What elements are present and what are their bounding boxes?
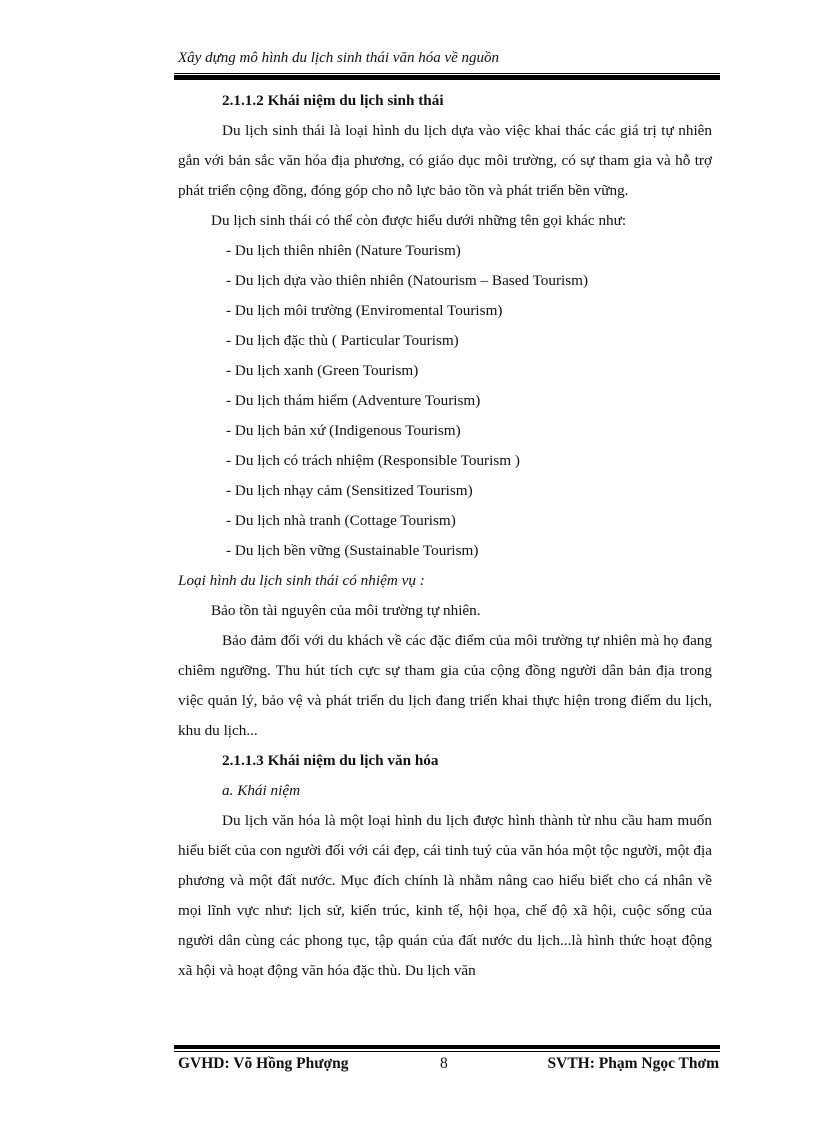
list-item: - Du lịch thiên nhiên (Nature Tourism) (226, 242, 461, 259)
paragraph-cultural-tourism-definition: Du lịch văn hóa là một loại hình du lịch được hình thành từ nhu cầu ham muốn hiểu biết của con người đối với cái đẹp, cái tinh tuý của văn hóa một tộc người, một địa phương và một đất nước. Mục đích chính là nhằm nâng cao hiểu biết cho cá nhân về mọi lĩnh vực như: lịch sử, kiến trúc, kinh tế, hội họa, chế độ xã hội, cuộc sống của người dân cùng các phong tục, tập quán của đất nước du lịch...là hình thức hoạt động xã hội và hoạt động văn hóa đặc thù. Du lịch văn (178, 812, 712, 979)
list-item: - Du lịch bản xứ (Indigenous Tourism) (226, 422, 461, 439)
paragraph-alternative-names-intro: Du lịch sinh thái có thể còn được hiểu dưới những tên gọi khác như: (211, 212, 627, 229)
list-item: - Du lịch dựa vào thiên nhiên (Natourism – Based Tourism) (226, 272, 589, 289)
paragraph-task-conservation: Bảo tồn tài nguyên của môi trường tự nhiên. (211, 602, 481, 619)
footer-rule-thick (174, 1045, 720, 1049)
list-item: - Du lịch nhà tranh (Cottage Tourism) (226, 512, 456, 529)
subheading-concept: a. Khái niệm (222, 782, 301, 799)
section-heading-cultural-tourism: 2.1.1.3 Khái niệm du lịch văn hóa (222, 752, 439, 769)
list-item: - Du lịch xanh (Green Tourism) (226, 362, 419, 379)
list-item: - Du lịch môi trường (Enviromental Tourism) (226, 302, 503, 319)
list-item: - Du lịch thám hiểm (Adventure Tourism) (226, 392, 481, 409)
footer-page-number: 8 (440, 1055, 448, 1072)
header-rule-thick (174, 75, 720, 80)
paragraph-task-visitors-community: Bảo đảm đối với du khách về các đặc điểm của môi trường tự nhiên mà họ đang chiêm ngưỡng. Thu hút tích cực sự tham gia của cộng đồng người dân bản địa trong việc quản lý, bảo vệ và phát triển du lịch đang triển khai thực hiện trong điểm du lịch, khu du lịch... (178, 632, 712, 739)
footer-advisor: GVHD: Võ Hồng Phượng (178, 1055, 349, 1072)
header-rule-thin (174, 73, 720, 74)
list-item: - Du lịch nhạy cảm (Sensitized Tourism) (226, 482, 473, 499)
alternative-names-list (178, 236, 712, 566)
list-item: - Du lịch bền vững (Sustainable Tourism) (226, 542, 479, 559)
document-body (178, 86, 712, 986)
tasks-label: Loại hình du lịch sinh thái có nhiệm vụ : (178, 572, 425, 589)
section-heading-ecotourism: 2.1.1.2 Khái niệm du lịch sinh thái (222, 92, 444, 109)
list-item: - Du lịch đặc thù ( Particular Tourism) (226, 332, 459, 349)
list-item: - Du lịch có trách nhiệm (Responsible Tourism ) (226, 452, 520, 469)
paragraph-ecotourism-definition: Du lịch sinh thái là loại hình du lịch dựa vào việc khai thác các giá trị tự nhiên gắn với bản sắc văn hóa địa phương, có giáo dục môi trường, có sự tham gia và hỗ trợ phát triển cộng đồng, đóng góp cho nỗ lực bảo tồn và phát triển bền vững. (178, 122, 712, 199)
page-header-title: Xây dựng mô hình du lịch sinh thái văn hóa về nguồn (178, 50, 500, 66)
footer-student: SVTH: Phạm Ngọc Thơm (547, 1055, 719, 1072)
footer-rule-thin (174, 1051, 720, 1052)
